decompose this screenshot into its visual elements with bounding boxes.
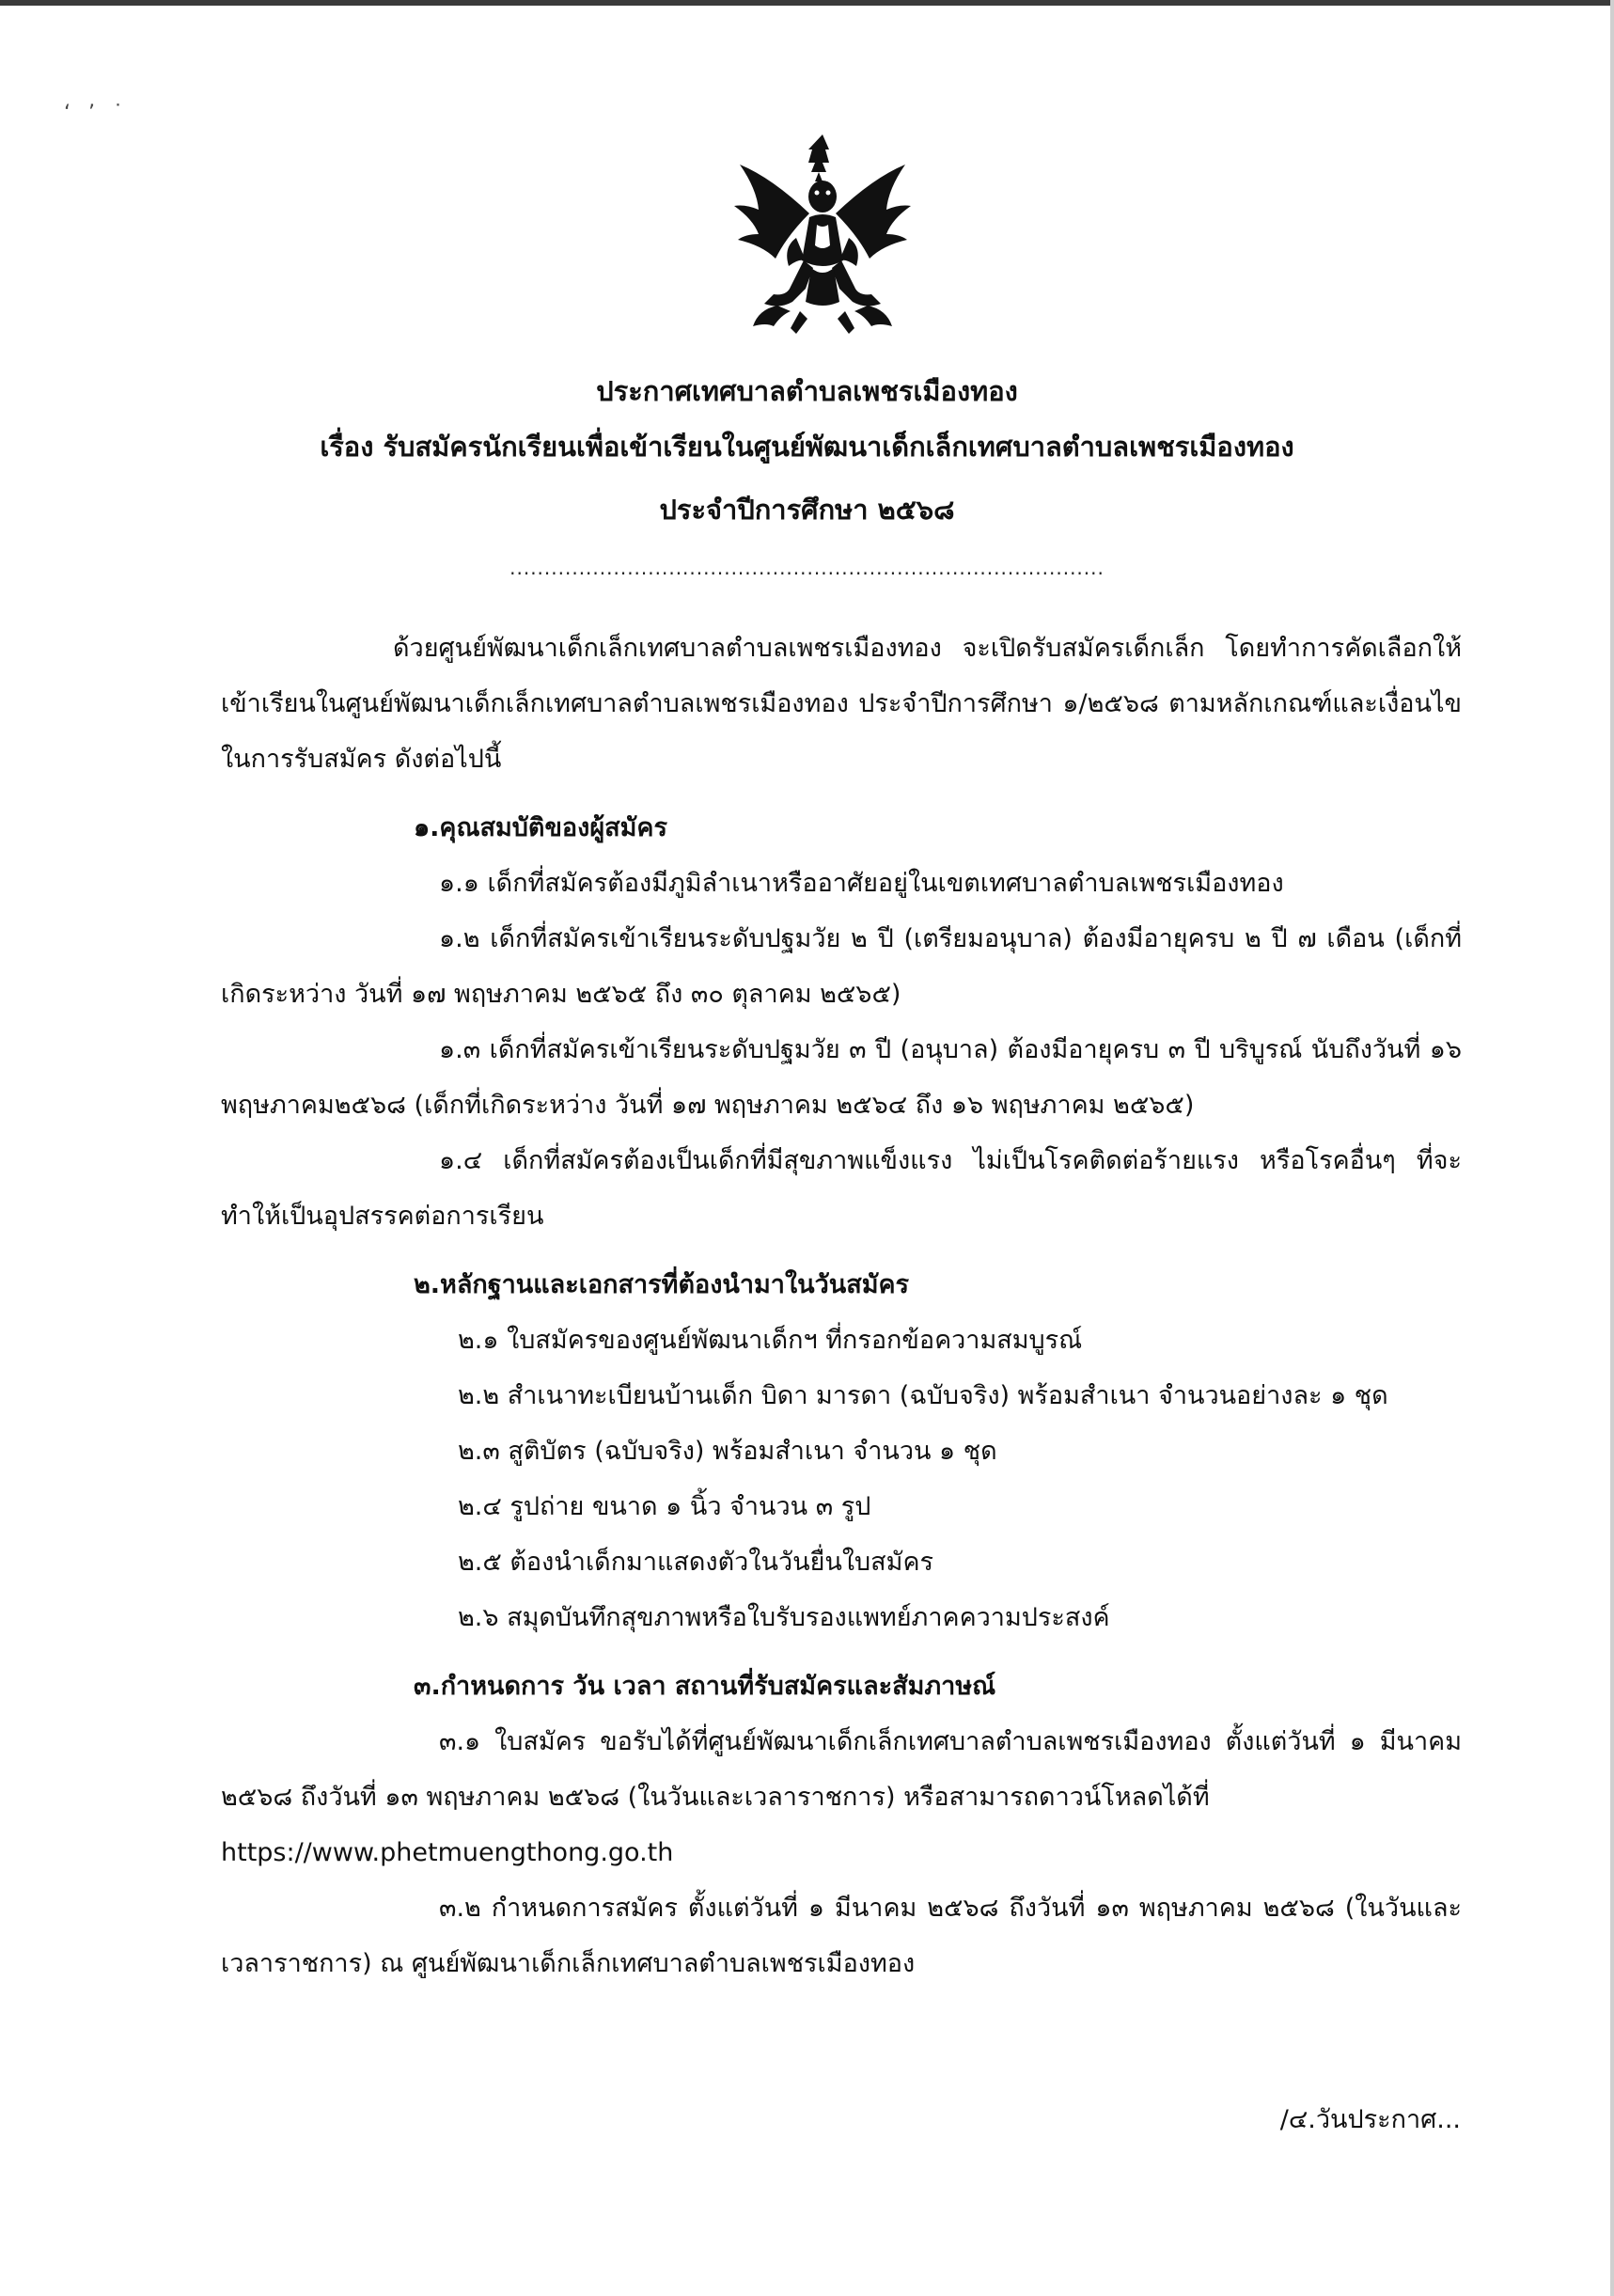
scan-edge-top: [0, 0, 1614, 6]
continuation-footer: /๔.วันประกาศ...: [1279, 2105, 1461, 2134]
intro-paragraph: ด้วยศูนย์พัฒนาเด็กเล็กเทศบาลตำบลเพชรเมืองทอง จะเปิดรับสมัครเด็กเล็ก โดยทำการคัดเลือกให้เข้าเรียนในศูนย์พัฒนาเด็กเล็กเทศบาลตำบลเพชรเมืองทอง ประจำปีการศึกษา ๑/๒๕๖๘ ตามหลักเกณฑ์และเงื่อนไขในการรับสมัคร ดังต่อไปนี้: [221, 634, 1462, 774]
list-item: ๓.๒ กำหนดการสมัคร ตั้งแต่วันที่ ๑ มีนาคม ๒๕๖๘ ถึงวันที่ ๑๓ พฤษภาคม ๒๕๖๘ (ในวันและเวลาราชการ) ณ ศูนย์พัฒนาเด็กเล็กเทศบาลตำบลเพชรเมืองทอง: [221, 1894, 1462, 1978]
list-item: ๓.๑ ใบสมัคร ขอรับได้ที่ศูนย์พัฒนาเด็กเล็กเทศบาลตำบลเพชรเมืองทอง ตั้งแต่วันที่ ๑ มีนาคม ๒๕๖๘ ถึงวันที่ ๑๓ พฤษภาคม ๒๕๖๘ (ในวันและเวลาราชการ) หรือสามารถดาวน์โหลดได้ที่: [221, 1727, 1462, 1812]
garuda-emblem-icon: [719, 127, 926, 343]
list-item: ๒.๓ สูติบัตร (ฉบับจริง) พร้อมสำเนา จำนวน ๑ ชุด: [458, 1437, 997, 1466]
list-item: ๑.๑ เด็กที่สมัครต้องมีภูมิลำเนาหรืออาศัยอยู่ในเขตเทศบาลตำบลเพชรเมืองทอง: [439, 869, 1284, 898]
scan-specks: ‘ ’ ˙: [64, 102, 129, 125]
list-item: ๑.๒ เด็กที่สมัครเข้าเรียนระดับปฐมวัย ๒ ปี (เตรียมอนุบาล) ต้องมีอายุครบ ๒ ปี ๗ เดือน (เด็กที่เกิดระหว่าง วันที่ ๑๗ พฤษภาคม ๒๕๖๕ ถึง ๓๐ ตุลาคม ๒๕๖๕): [221, 924, 1462, 1009]
title-line-1: ประกาศเทศบาลตำบลเพชรเมืองทอง: [596, 375, 1018, 407]
section-heading-documents: ๒.หลักฐานและเอกสารที่ต้องนำมาในวันสมัคร: [414, 1270, 910, 1299]
title-line-2: เรื่อง รับสมัครนักเรียนเพื่อเข้าเรียนในศูนย์พัฒนาเด็กเล็กเทศบาลตำบลเพชรเมืองทอง: [320, 431, 1294, 463]
list-item: ๒.๕ ต้องนำเด็กมาแสดงตัวในวันยื่นใบสมัคร: [458, 1548, 934, 1577]
list-item: ๑.๔ เด็กที่สมัครต้องเป็นเด็กที่มีสุขภาพแข็งแรง ไม่เป็นโรคติดต่อร้ายแรง หรือโรคอื่นๆ ที่จะทำให้เป็นอุปสรรคต่อการเรียน: [221, 1146, 1462, 1231]
list-item: ๑.๓ เด็กที่สมัครเข้าเรียนระดับปฐมวัย ๓ ปี (อนุบาล) ต้องมีอายุครบ ๓ ปี บริบูรณ์ นับถึงวันที่ ๑๖ พฤษภาคม๒๕๖๘ (เด็กที่เกิดระหว่าง วันที่ ๑๗ พฤษภาคม ๒๕๖๔ ถึง ๑๖ พฤษภาคม ๒๕๖๕): [221, 1035, 1462, 1120]
title-line-3: ประจำปีการศึกษา ๒๕๖๘: [659, 494, 955, 526]
list-item: ๒.๔ รูปถ่าย ขนาด ๑ นิ้ว จำนวน ๓ รูป: [458, 1492, 871, 1521]
list-item: ๒.๒ สำเนาทะเบียนบ้านเด็ก บิดา มารดา (ฉบับจริง) พร้อมสำเนา จำนวนอย่างละ ๑ ชุด: [458, 1381, 1388, 1410]
list-item: ๒.๖ สมุดบันทึกสุขภาพหรือใบรับรองแพทย์ภาคความประสงค์: [458, 1603, 1110, 1632]
announcement-body: [221, 621, 1462, 1991]
scan-edge-right: [1610, 0, 1614, 2296]
download-url-link[interactable]: https://www.phetmuengthong.go.th: [221, 1838, 674, 1867]
list-item: ๒.๑ ใบสมัครของศูนย์พัฒนาเด็กฯ ที่กรอกข้อความสมบูรณ์: [458, 1326, 1083, 1355]
section-heading-schedule: ๓.กำหนดการ วัน เวลา สถานที่รับสมัครและสัมภาษณ์: [414, 1672, 996, 1701]
section-heading-qualifications: ๑.คุณสมบัติของผู้สมัคร: [414, 813, 667, 842]
title-separator: ......................................................................................: [509, 557, 1105, 579]
